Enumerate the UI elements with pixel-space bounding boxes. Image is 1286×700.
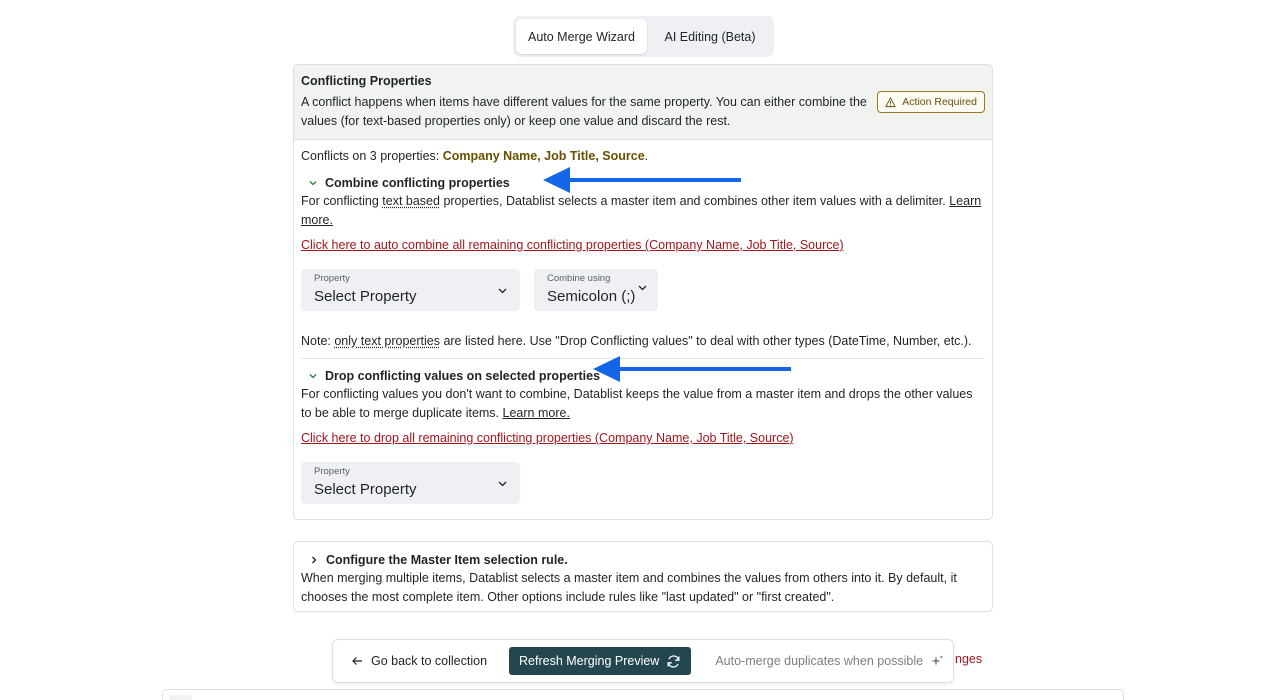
arrow-left-icon bbox=[351, 655, 363, 667]
chevron-down-icon bbox=[637, 282, 648, 293]
combine-learn-more-link[interactable]: Learn more. bbox=[301, 194, 982, 227]
select-value: Semicolon (;) bbox=[547, 288, 636, 305]
badge-label: Action Required bbox=[902, 96, 977, 108]
master-rule-description: When merging multiple items, Datablist selects a master item and combines the values from others into it. By default, it chooses the most complete item. Other options include rules like "last updated" or "first created". bbox=[301, 571, 957, 604]
master-rule-heading: Configure the Master Item selection rule. bbox=[326, 552, 568, 567]
select-label: Property bbox=[314, 466, 350, 477]
combine-heading: Combine conflicting properties bbox=[325, 175, 510, 190]
master-rule-panel bbox=[293, 541, 993, 612]
combine-desc-part: properties, Datablist selects a master item and combines other item values with a delimiter. bbox=[439, 194, 950, 208]
action-required-badge bbox=[877, 91, 985, 113]
refresh-merging-preview-button[interactable] bbox=[509, 647, 691, 675]
master-rule-toggle[interactable] bbox=[301, 551, 985, 568]
drop-description bbox=[301, 385, 985, 423]
combine-selects bbox=[301, 269, 985, 311]
select-label: Combine using bbox=[547, 273, 611, 284]
warning-icon bbox=[885, 97, 896, 108]
select-label: Property bbox=[314, 273, 350, 284]
back-label: Go back to collection bbox=[371, 654, 488, 668]
select-value: Select Property bbox=[314, 481, 417, 498]
annotation-arrow-drop bbox=[593, 355, 793, 385]
panel-header bbox=[294, 65, 992, 140]
mode-tabs bbox=[513, 16, 774, 57]
only-text-properties-term: only text properties bbox=[334, 334, 440, 348]
note-suffix: are listed here. Use "Drop Conflicting values" to deal with other types (DateTime, Number, etc.). bbox=[439, 334, 972, 348]
panel-description: A conflict happens when items have different values for the same property. You can either combine the values (for text-based properties only) or keep one value and discard the rest. bbox=[301, 95, 867, 128]
drop-heading: Drop conflicting values on selected properties bbox=[325, 368, 601, 383]
chevron-down-icon bbox=[308, 178, 318, 188]
preview-container bbox=[162, 689, 1124, 700]
chevron-right-icon bbox=[309, 555, 319, 565]
refresh-icon bbox=[666, 654, 681, 669]
drop-selects bbox=[301, 462, 985, 504]
footer-action-bar bbox=[332, 639, 954, 683]
text-based-term: text based bbox=[382, 194, 440, 208]
tab-auto-merge-wizard[interactable]: Auto Merge Wizard bbox=[516, 19, 647, 54]
chevron-down-icon bbox=[497, 285, 508, 296]
auto-merge-button[interactable] bbox=[715, 654, 944, 668]
back-to-collection-button[interactable] bbox=[351, 654, 501, 668]
summary-prefix: Conflicts on 3 properties: bbox=[301, 149, 443, 163]
note-prefix: Note: bbox=[301, 334, 335, 348]
tab-ai-editing[interactable]: AI Editing (Beta) bbox=[664, 29, 756, 44]
combine-description bbox=[301, 192, 985, 230]
conflicting-properties-panel bbox=[293, 64, 993, 520]
combine-property-select[interactable] bbox=[301, 269, 520, 311]
discard-changes-link-partial[interactable]: nges bbox=[955, 652, 983, 666]
drop-property-select[interactable] bbox=[301, 462, 520, 504]
combine-desc-part: For conflicting bbox=[301, 194, 383, 208]
chevron-down-icon bbox=[497, 478, 508, 489]
drop-desc-text: For conflicting values you don't want to combine, Datablist keeps the value from a master item and drops the other values to be able to merge duplicate items. bbox=[301, 387, 973, 420]
auto-combine-link[interactable]: Click here to auto combine all remaining conflicting properties (Company Name, Job Title, Source) bbox=[301, 238, 844, 252]
panel-title: Conflicting Properties bbox=[301, 74, 432, 88]
preview-toolbar-chip bbox=[169, 695, 192, 700]
annotation-arrow-combine bbox=[543, 166, 743, 196]
conflicts-summary bbox=[301, 148, 985, 165]
auto-merge-label: Auto-merge duplicates when possible bbox=[715, 654, 924, 668]
drop-all-link[interactable]: Click here to drop all remaining conflicting properties (Company Name, Job Title, Source) bbox=[301, 431, 794, 445]
drop-learn-more-link[interactable]: Learn more. bbox=[502, 406, 570, 420]
select-value: Select Property bbox=[314, 288, 417, 305]
combine-using-select[interactable] bbox=[534, 269, 658, 311]
chevron-down-icon bbox=[308, 371, 318, 381]
summary-properties: Company Name, Job Title, Source bbox=[442, 149, 645, 163]
summary-suffix: . bbox=[644, 149, 649, 163]
sparkle-icon bbox=[930, 654, 944, 668]
refresh-label: Refresh Merging Preview bbox=[519, 654, 660, 668]
